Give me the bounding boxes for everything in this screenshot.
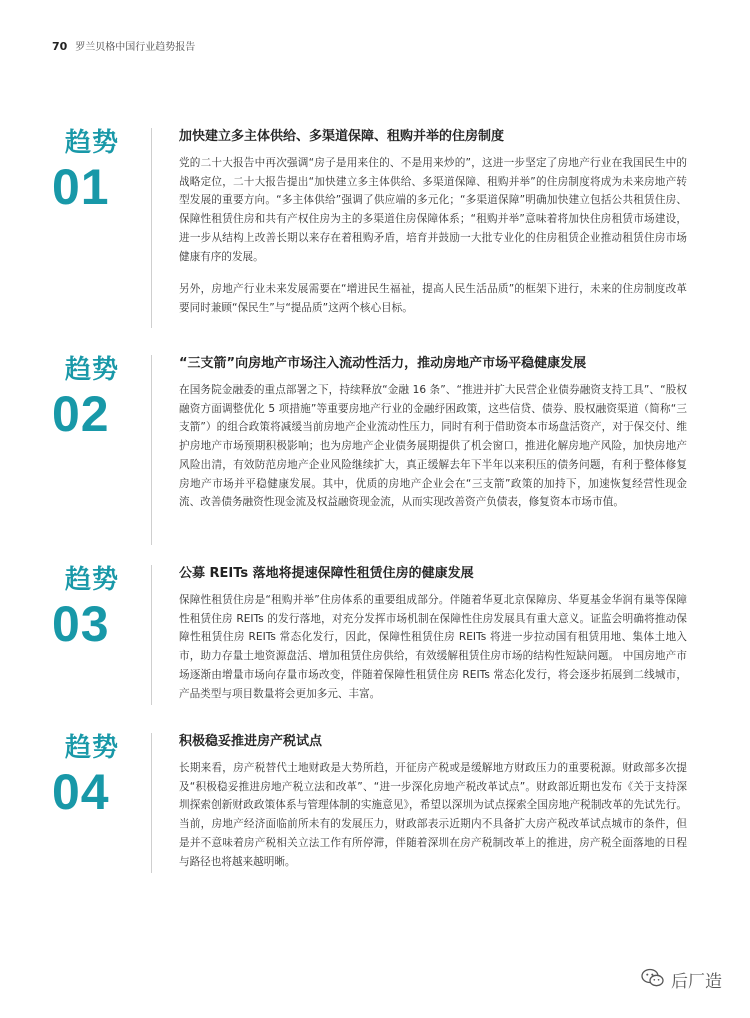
vertical-divider (151, 733, 152, 873)
vertical-divider (151, 355, 152, 545)
trend-paragraph: 在国务院金融委的重点部署之下，持续释放“金融 16 条”、“推进并扩大民营企业债券融资支持工具”、“股权融资方面调整优化 5 项措施”等重要房地产行业的金融纾困政策，这些信贷、债券、股权融资渠道（简称“三支箭”）的组合政策将减缓当前房地产企业流动性压力，同时有利于借助资本市场盘活资产，对于保交付、维护房地产市场预期积极影响；也为房地产企业债务展期提供了机会窗口，推进化解房地产风险，加快房地产风险出清，有效防范房地产企业风险继续扩大，真正缓解去年下半年以来积压的债务问题，有利于整体修复房地产市场并平稳健康发展。其中，优质的房地产企业会在“三支箭”政策的加持下，加速恢复经营性现金流、改善债务融资性现金流及权益融资现金流，从而实现改善资产负债表，修复资本市场市值。 (179, 384, 687, 509)
trend-heading: 积极稳妥推进房产税试点 (179, 734, 323, 749)
trend-heading: 加快建立多主体供给、多渠道保障、租购并举的住房制度 (179, 129, 505, 144)
trend-marker (52, 733, 162, 819)
trend-number: 03 (52, 596, 110, 652)
trend-label: 趋势 (64, 733, 119, 763)
trend-body (179, 733, 687, 885)
trend-number: 04 (52, 764, 110, 820)
trend-marker (52, 355, 162, 441)
trend-heading: 公募 REITs 落地将提速保障性租赁住房的健康发展 (179, 566, 474, 581)
watermark-text: 后厂造 (671, 972, 722, 992)
trend-label: 趋势 (64, 355, 119, 385)
wechat-icon (641, 968, 665, 992)
page-header (52, 38, 195, 53)
trend-paragraph: 保障性租赁住房是“租购并举”住房体系的重要组成部分。伴随着华夏北京保障房、华夏基金华润有巢等保障性租赁住房 REITs 的发行落地，对充分发挥市场机制在保障性住房发展具有重大意义。证监会明确将推动保障性租赁住房 REITs 常态化发行，因此，保障性租赁住房 REITs 将进一步拉动国有租赁用地、集体土地入市，助力存量土地资源盘活、增加租赁住房供给，有效缓解租赁住房市场的结构性短缺问题。 中国房地产市场逐渐由增量市场向存量市场改变，伴随着保障性租赁住房 REITs 常态化发行，将会逐步拓展到二线城市，产品类型与项目数量将会更加多元、丰富。 (179, 594, 687, 700)
vertical-divider (151, 565, 152, 705)
vertical-divider (151, 128, 152, 328)
trend-number: 02 (52, 386, 110, 442)
trend-paragraph: 党的二十大报告中再次强调“房子是用来住的、不是用来炒的”，这进一步坚定了房地产行业在我国民生中的战略定位，二十大报告提出“加快建立多主体供给、多渠道保障、租购并举”的住房制度将成为未来房地产转型发展的重要方向。“多主体供给”强调了供应端的多元化；“多渠道保障”明确加快建立包括公共租赁住房、保障性租赁住房和共有产权住房为主的多渠道住房保障体系；“租购并举”意味着将加快住房租赁市场建设，进一步从结构上改善长期以来存在着租购矛盾，培育并鼓励一大批专业化的住房租赁企业推动租赁住房市场健康有序的发展。 (179, 157, 687, 263)
watermark (641, 967, 722, 992)
trend-section-04 (52, 733, 692, 873)
trend-body (179, 565, 687, 717)
trend-section-03 (52, 565, 692, 705)
report-title: 罗兰贝格中国行业趋势报告 (75, 42, 196, 53)
page-number: 70 (52, 40, 68, 53)
trend-paragraph: 长期来看，房产税替代土地财政是大势所趋，开征房产税或是缓解地方财政压力的重要税源。财政部多次提及“积极稳妥推进房地产税立法和改革”、“进一步深化房地产税改革试点”。财政部近期也发布《关于支持深圳探索创新财政政策体系与管理体制的实施意见》，希望以深圳为试点探索全国房地产税制改革的先试先行。当前，房地产经济面临前所未有的发展压力，财政部表示近期内不具备扩大房产税改革试点城市的条件，但是并不意味着房产税相关立法工作有所停滞，伴随着深圳在房产税制改革上的推进，房产税全面落地的日程与路径也将越来越明晰。 (179, 762, 687, 868)
trend-label: 趋势 (64, 565, 119, 595)
trend-section-02 (52, 355, 692, 545)
trend-number: 01 (52, 159, 110, 215)
trend-label: 趋势 (64, 128, 119, 158)
trend-body (179, 128, 687, 332)
trend-section-01 (52, 128, 692, 328)
trend-paragraph: 另外，房地产行业未来发展需要在“增进民生福祉，提高人民生活品质”的框架下进行，未来的住房制度改革要同时兼顾“保民生”与“提品质”这两个核心目标。 (179, 283, 687, 314)
trend-marker (52, 128, 162, 214)
trend-body (179, 355, 687, 526)
trend-marker (52, 565, 162, 651)
trend-heading: “三支箭”向房地产市场注入流动性活力，推动房地产市场平稳健康发展 (179, 356, 587, 371)
